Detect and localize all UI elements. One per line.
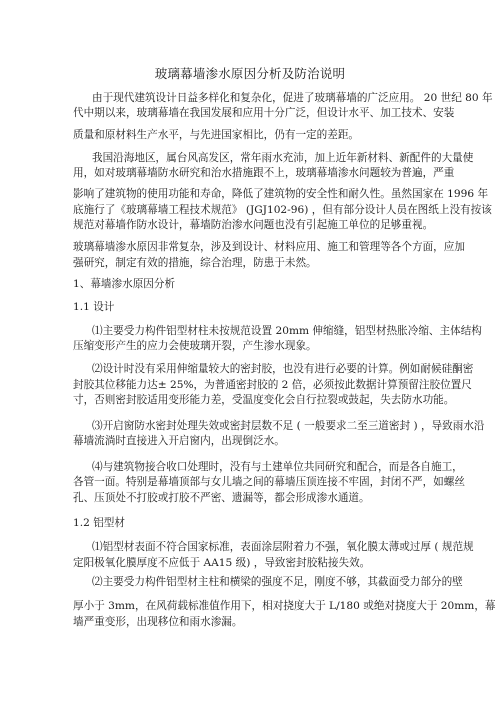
paragraph-line: ⑷与建筑物接合收口处理时，没有与土建单位共同研究和配合，而是各自施工，	[92, 461, 463, 473]
paragraph-line: 定阳极氧化膜厚度不应低于 AA15 级) ，导致密封胶粘接失效。	[73, 557, 371, 569]
paragraph-line: 由于现代建筑设计日益多样化和复杂化，促进了玻璃幕墙的广泛应用。 20 世纪 80 年	[92, 92, 493, 104]
paragraph-line: ⑵设计时没有采用伸缩量较大的密封胶，也没有进行必要的计算。例如耐候硅酮密	[92, 363, 474, 375]
paragraph-line: 影响了建筑物的使用功能和寿命，降低了建筑物的安全性和耐久性。虽然国家在 1996 年	[73, 188, 489, 200]
paragraph-line: 墙严重变形，出现移位和雨水渗漏。	[73, 616, 243, 628]
subsection-heading: 1.1 设计	[73, 301, 115, 313]
document-title: 玻璃幕墙渗水原因分析及防治说明	[154, 66, 346, 81]
paragraph-line: 质量和原材料生产水平，与先进国家相比，仍有一定的差距。	[73, 129, 360, 141]
paragraph-line: 厚小于 3mm，在风荷载标准值作用下，相对挠度大于 L/180 或绝对挠度大于 20mm，幕	[73, 600, 496, 612]
subsection-heading: 1.2 铝型材	[73, 517, 125, 529]
paragraph-line: 封胶其位移能力达± 25%，为普通密封胶的 2 倍，必须按此数据计算预留注胶位置尺	[73, 379, 472, 391]
paragraph-line: 寸，否则密封胶适用变形能力差，受温度变化会自行拉裂或鼓起，失去防水功能。	[73, 394, 455, 406]
paragraph-line: 强研究，制定有效的措施，综合治理，防患于未然。	[73, 257, 317, 269]
paragraph-line: 代中期以来，玻璃幕墙在我国发展和应用十分广泛，但设计水平、加工技术、安装	[73, 107, 455, 119]
paragraph-line: 各管一面。特别是幕墙顶部与女儿墙之间的幕墙压顶连接不牢固，封闭不严，如螺丝	[73, 476, 465, 488]
paragraph-line: 我国沿海地区，属台风高发区，常年雨水充沛，加上近年新材料、新配件的大量使	[92, 152, 474, 164]
paragraph-line: 底施行了《玻璃幕墙工程技术规范》 (JGJ102-96) ，但有部分设计人员在图纸上没有按该	[73, 204, 492, 216]
paragraph-line: 幕墙流淌时直接进入开启窗内，出现倒泛水。	[73, 435, 285, 447]
paragraph-line: ⑵主要受力构件铝型材主柱和横梁的强度不足，刚度不够，其截面受力部分的壁	[92, 576, 463, 588]
section-heading: 1、幕墙渗水原因分析	[73, 278, 176, 290]
paragraph-line: ⑴铝型材表面不符合国家标准，表面涂层附着力不强，氧化膜太薄或过厚 ( 规范规	[92, 541, 474, 553]
paragraph-line: ⑶开启窗防水密封处理失效或密封层数不足 ( 一般要求二至三道密封 ) ，导致雨水沿	[92, 420, 485, 432]
paragraph-line: 玻璃幕墙渗水原因非常复杂，涉及到设计、材料应用、施工和管理等各个方面，应加	[73, 241, 465, 253]
paragraph-line: 压缩变形产生的应力会使玻璃开裂，产生渗水现象。	[73, 340, 317, 352]
paragraph-line: 用，如对玻璃幕墙防水研究和治水措施跟不上，玻璃幕墙渗水问题较为普遍，严重	[73, 167, 455, 179]
paragraph-line: ⑴主要受力构件铝型材柱未按规范设置 20mm 伸缩缝，铝型材热胀冷缩、主体结构	[92, 325, 482, 337]
paragraph-line: 规范对幕墙作防水设计，幕墙防治渗水问题也没有引起施工单位的足够重视。	[73, 219, 434, 231]
paragraph-line: 孔、压顶处不打胶或打胶不严密、遗漏等，都会形成渗水通道。	[73, 492, 370, 504]
